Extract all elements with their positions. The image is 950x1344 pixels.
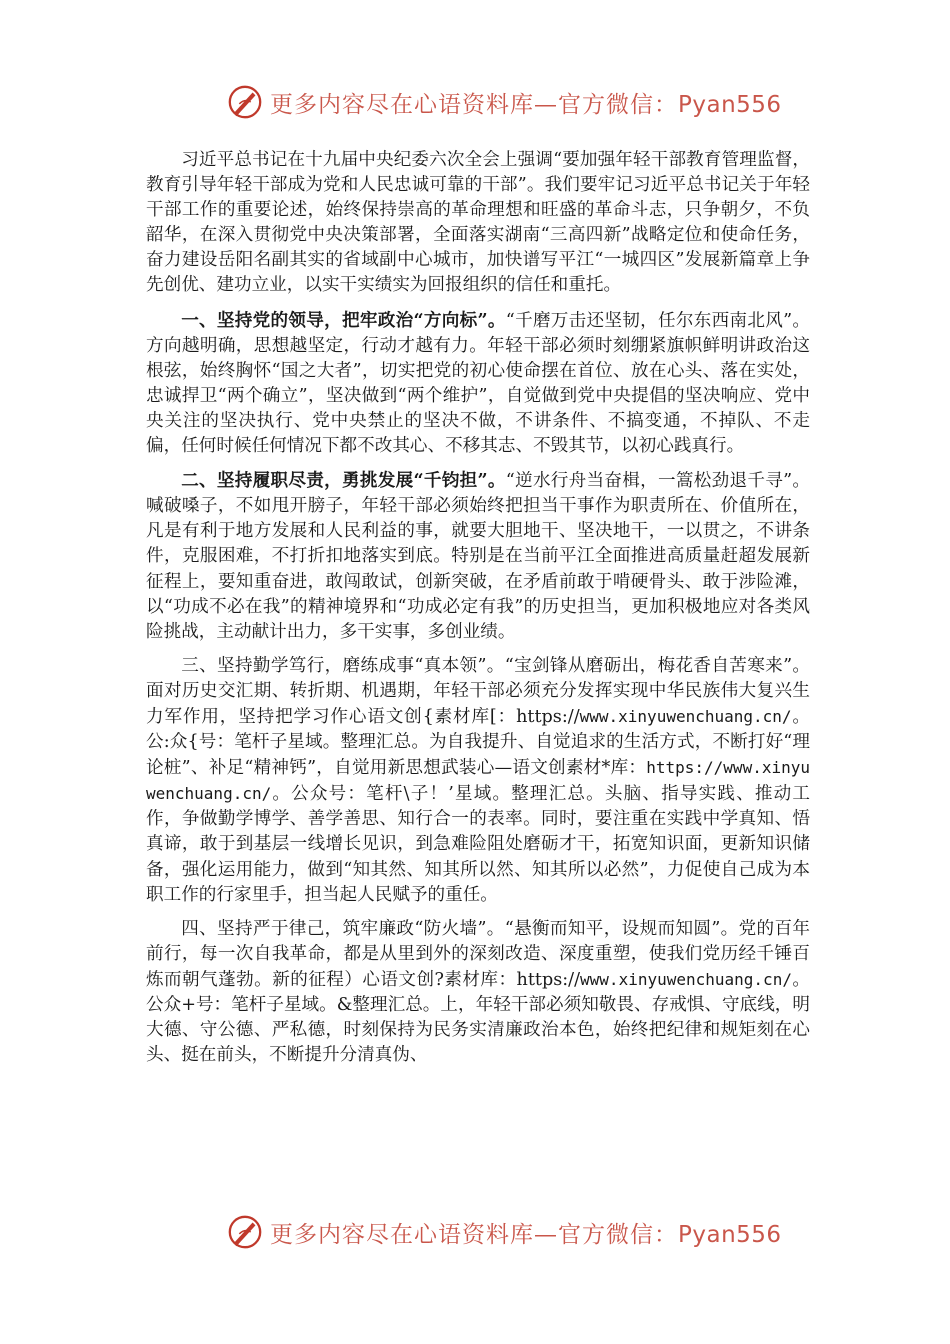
section-4-text-b: 。公众+号：笔杆子星域。&整理汇总。上，年轻干部必须知敬畏、存戒惧、守底线，明大德、守公德、严私德，时刻保持为民务实清廉政治本色，始终把纪律和规矩刻在心头、挺在前头，不断提升分清真伪、 — [146, 969, 810, 1066]
banner-title: 更多内容尽在心语资料库—官方微信：Pyan556 — [270, 91, 782, 118]
pen-logo-icon — [226, 1213, 264, 1251]
article-body — [146, 148, 810, 1077]
section-3-text-a: 三、坚持勤学笃行，磨练成事“真本领”。“宝剑锋从磨砺出，梅花香自苦寒来”。面对历史交汇期、转折期、机遇期，年轻干部必须充分发挥实现中华民族伟大复兴生力军作用，坚持把学习作心语文创{素材库[：https:// — [146, 655, 810, 727]
section-2-heading: 二、坚持履职尽责，勇挑发展“千钧担”。 — [181, 470, 506, 492]
section-4-text-a: 四、坚持严于律己，筑牢廉政“防火墙”。“悬衡而知平，设规而知圆”。党的百年前行，每一次自我革命，都是从里到外的深刻改造、深度重塑，使我们党历经千锤百炼而朝气蓬勃。新的征程）心语文创?素材库：https:// — [146, 918, 810, 990]
pen-logo-icon — [226, 83, 264, 121]
section-1-text: “千磨万击还坚韧，任尔东西南北风”。方向越明确，思想越坚定，行动才越有力。年轻干部必须时刻绷紧旗帜鲜明讲政治这根弦，始终胸怀“国之大者”，切实把党的初心使命摆在首位、放在心头、落在实处，忠诚捍卫“两个确立”，坚决做到“两个维护”，自觉做到党中央提倡的坚决响应、党中央关注的坚决执行、党中央禁止的坚决不做，不讲条件、不搞变通，不掉队、不走偏，任何时候任何情况下都不改其心、不移其志、不毁其节，以初心践真行。 — [146, 310, 810, 457]
section-3-url-2: https://www.xinyuwenchuang.cn/ — [146, 758, 810, 804]
section-4-url-1: www.xinyuwenchuang.cn/ — [580, 969, 792, 989]
footer-watermark-banner — [0, 1208, 950, 1258]
section-3-text-b: 。公:众{号：笔杆子星域。整理汇总。为自我提升、自觉追求的生活方式，不断打好“理论桩”、补足“精神钙”，自觉用新思想武装心—语文创素材*库： — [146, 706, 810, 779]
header-watermark-banner — [0, 78, 950, 128]
banner-title: 更多内容尽在心语资料库—官方微信：Pyan556 — [270, 1221, 782, 1248]
section-3-text-c: 。公众号：笔杆\子！’星域。整理汇总。头脑、指导实践、推动工作，争做勤学博学、善学善思、知行合一的表率。同时，要注重在实践中学真知、悟真谛，敢于到基层一线增长见识，到急难险阻处磨砺才干，拓宽知识面，更新知识储备，强化运用能力，做到“知其然、知其所以然、知其所以必然”，力促使自己成为本职工作的行家里手，担当起人民赋予的重任。 — [146, 784, 810, 905]
section-3-paragraph — [146, 654, 810, 908]
section-3-url-1: www.xinyuwenchuang.cn/ — [579, 706, 792, 726]
section-2-paragraph — [146, 468, 810, 645]
section-1-heading: 一、坚持党的领导，把牢政治“方向标”。 — [181, 309, 506, 331]
section-1-paragraph — [146, 308, 810, 460]
section-2-text: “逆水行舟当奋楫，一篙松劲退千寻”。喊破嗓子，不如甩开膀子，年轻干部必须始终把担当干事作为职责所在、价值所在，凡是有利于地方发展和人民利益的事，就要大胆地干、坚决地干，一以贯之，不讲条件，克服困难，不打折扣地落实到底。特别是在当前平江全面推进高质量赶超发展新征程上，要知重奋进，敢闯敢试，创新突破，在矛盾前敢于啃硬骨头、敢于涉险滩，以“功成不必在我”的精神境界和“功成必定有我”的历史担当，更加积极地应对各类风险挑战，主动献计出力，多干实事，多创业绩。 — [146, 471, 810, 642]
section-4-paragraph — [146, 917, 810, 1069]
intro-paragraph: 习近平总书记在十九届中央纪委六次全会上强调“要加强年轻干部教育管理监督，教育引导年轻干部成为党和人民忠诚可靠的干部”。我们要牢记习近平总书记关于年轻干部工作的重要论述，始终保持崇高的革命理想和旺盛的革命斗志，只争朝夕，不负韶华，在深入贯彻党中央决策部署，全面落实湖南“三高四新”战略定位和使命任务，奋力建设岳阳名副其实的省域副中心城市，加快谱写平江“一城四区”发展新篇章上争先创优、建功立业，以实干实绩实为回报组织的信任和重托。 — [146, 150, 810, 296]
